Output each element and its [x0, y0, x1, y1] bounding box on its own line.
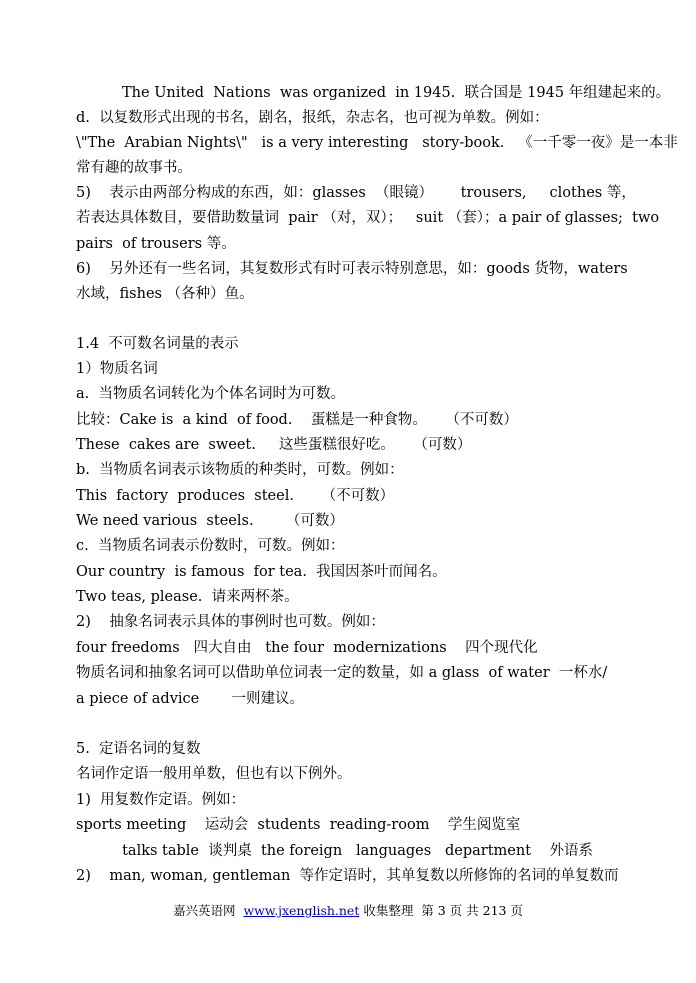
text-line: 1) 用复数作定语。例如： — [76, 792, 246, 808]
text-line: 6) 另外还有一些名词，其复数形式有时可表示特别意思，如：goods 货物，waters — [76, 261, 628, 277]
text-line: \"The Arabian Nights\" is a very interesting story-book. 《一千零一夜》是一本非 — [76, 135, 678, 151]
text-line: Our country is famous for tea. 我国因茶叶而闻名。 — [76, 564, 447, 580]
text-line: talks table 谈判桌 the foreign languages department 外语系 — [76, 843, 593, 859]
text-line: This factory produces steel. （不可数） — [76, 488, 395, 504]
section-heading: 1.4 不可数名词量的表示 — [76, 336, 239, 352]
text-line: 5) 表示由两部分构成的东西，如：glasses （眼镜） trousers, clothes 等， — [76, 185, 636, 201]
text-line: 2) 抽象名词表示具体的事例时也可数。例如： — [76, 614, 385, 630]
footer-site-name: 嘉兴英语网 — [173, 903, 236, 918]
text-line: sports meeting 运动会 students reading-room 学生阅览室 — [76, 817, 521, 833]
text-line: These cakes are sweet. 这些蛋糕很好吃。 （可数） — [76, 437, 472, 453]
text-line: We need various steels. （可数） — [76, 513, 344, 529]
text-line: Two teas, please. 请来两杯茶。 — [76, 589, 299, 605]
text-line: 名词作定语一般用单数，但也有以下例外。 — [76, 766, 352, 782]
footer-page-info: 收集整理 第 3 页 共 213 页 — [359, 903, 523, 918]
text-line: four freedoms 四大自由 the four modernizations 四个现代化 — [76, 640, 538, 656]
text-line: 比较：Cake is a kind of food. 蛋糕是一种食物。 （不可数） — [76, 412, 518, 428]
text-line: 物质名词和抽象名词可以借助单位词表一定的数量，如 a glass of water 一杯水/ — [76, 665, 608, 681]
text-line: 1）物质名词 — [76, 361, 158, 377]
text-line: The United Nations was organized in 1945. 联合国是 1945 年组建起来的。 — [122, 85, 671, 101]
text-line: 若表达具体数目，要借助数量词 pair （对，双）； suit （套）；a pair of glasses; two — [76, 210, 660, 226]
footer-link[interactable]: www.jxenglish.net — [243, 903, 360, 918]
page-footer — [0, 901, 696, 919]
text-line: a. 当物质名词转化为个体名词时为可数。 — [76, 386, 345, 402]
text-line: 常有趣的故事书。 — [76, 160, 192, 176]
text-line: 水域，fishes （各种）鱼。 — [76, 286, 254, 302]
text-line: d. 以复数形式出现的书名，剧名，报纸，杂志名，也可视为单数。例如： — [76, 110, 549, 126]
text-line: pairs of trousers 等。 — [76, 236, 236, 252]
text-line: b. 当物质名词表示该物质的种类时，可数。例如： — [76, 462, 404, 478]
text-line: 2) man, woman, gentleman 等作定语时，其单复数以所修饰的名词的单复数而 — [76, 868, 619, 884]
section-heading: 5. 定语名词的复数 — [76, 741, 201, 757]
text-line: a piece of advice 一则建议。 — [76, 691, 304, 707]
text-line: c. 当物质名词表示份数时，可数。例如： — [76, 538, 345, 554]
